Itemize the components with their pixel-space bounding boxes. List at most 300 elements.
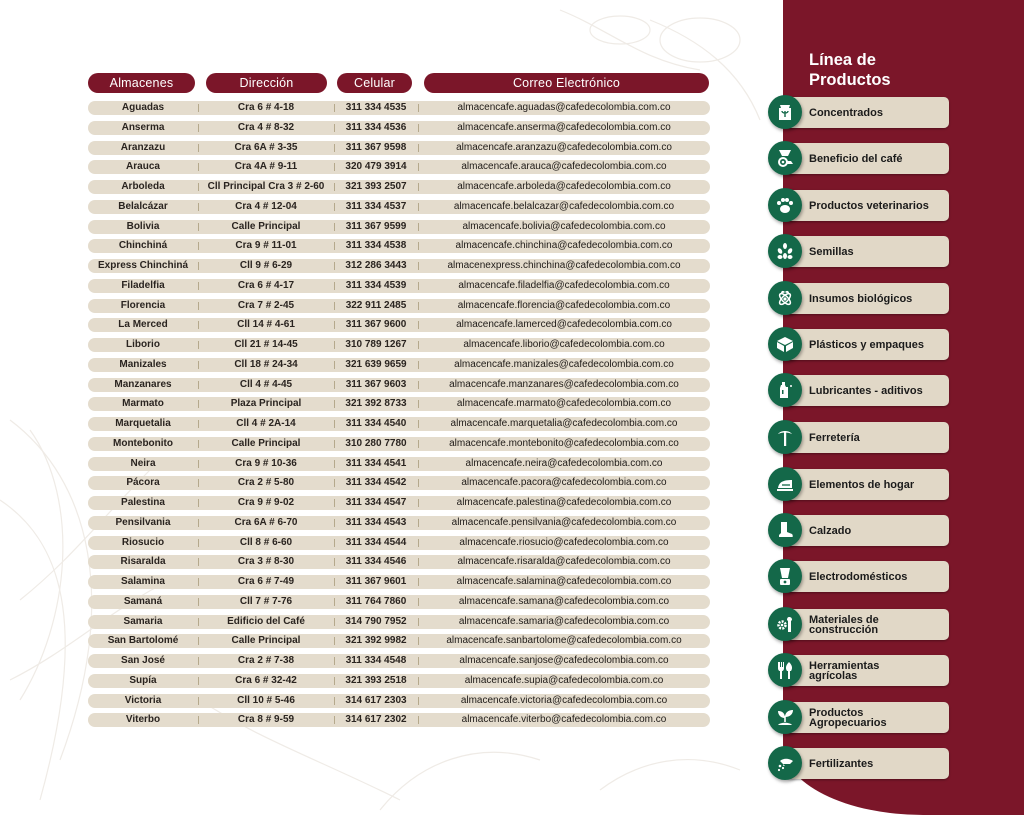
cell-celular: 321 392 8733 — [345, 398, 407, 410]
cell-direccion: Cra 2 # 5-80 — [237, 477, 295, 489]
column-divider — [418, 321, 419, 329]
cell-direccion: Cra 9 # 11-01 — [235, 240, 297, 252]
cell-correo[interactable]: almacencafe.samaria@cafedecolombia.com.co — [458, 615, 670, 627]
cell-correo[interactable]: almacencafe.neira@cafedecolombia.com.co — [465, 457, 663, 469]
column-divider — [418, 381, 419, 389]
cell-correo[interactable]: almacencafe.manzanares@cafedecolombia.com.co — [449, 378, 679, 390]
cell-celular: 311 334 4539 — [345, 279, 407, 291]
column-divider — [334, 104, 335, 112]
product-label: Plásticos y empaques — [809, 338, 924, 351]
cell-celular: 311 334 4540 — [345, 418, 407, 429]
table-row — [88, 101, 710, 115]
cell-celular: 311 334 4548 — [345, 655, 407, 666]
table-row — [88, 674, 710, 688]
column-divider — [418, 420, 419, 428]
product-item-2[interactable] — [768, 143, 950, 175]
cell-almacen: Risaralda — [120, 556, 166, 568]
cell-celular: 322 911 2485 — [345, 299, 407, 311]
cell-celular: 311 334 4535 — [345, 102, 407, 113]
column-divider — [418, 697, 419, 705]
cell-celular: 321 393 2518 — [345, 674, 407, 686]
cell-celular: 311 334 4544 — [345, 536, 407, 548]
table-row — [88, 496, 710, 510]
cell-celular: 311 334 4542 — [345, 477, 407, 489]
column-divider — [198, 598, 199, 606]
product-label: Calzado — [809, 524, 852, 537]
cell-celular: 311 334 4541 — [345, 457, 407, 469]
cell-celular: 311 367 9598 — [345, 141, 407, 153]
column-divider — [418, 440, 419, 448]
column-divider — [198, 203, 199, 211]
table-row — [88, 397, 710, 411]
product-item-3[interactable] — [768, 190, 950, 222]
cell-celular: 314 617 2302 — [345, 714, 407, 726]
cell-direccion: Cra 3 # 8-30 — [237, 556, 295, 568]
cell-celular: 320 479 3914 — [345, 161, 407, 173]
column-divider — [198, 499, 199, 507]
table-row — [88, 121, 710, 135]
cell-direccion: Cra 6 # 7-49 — [237, 576, 295, 587]
header-almacenes: Almacenes — [88, 73, 195, 93]
table-row — [88, 299, 710, 313]
table-row — [88, 694, 710, 708]
column-divider — [334, 479, 335, 487]
cell-direccion: Cra 9 # 10-36 — [235, 457, 297, 469]
column-divider — [418, 519, 419, 527]
table-body — [88, 101, 710, 733]
header-direccion: Dirección — [206, 73, 327, 93]
column-divider — [334, 539, 335, 547]
cell-almacen: Arboleda — [121, 181, 165, 192]
cell-almacen: Bolivia — [126, 220, 160, 232]
cell-almacen: Samaria — [123, 615, 163, 627]
cell-correo[interactable]: almacencafe.anserma@cafedecolombia.com.co — [457, 121, 671, 133]
product-item-10[interactable] — [768, 515, 950, 547]
column-divider — [334, 677, 335, 685]
product-line-title — [809, 50, 949, 90]
table-row — [88, 141, 710, 155]
column-divider — [418, 282, 419, 290]
column-divider — [198, 282, 199, 290]
cell-celular: 311 367 9603 — [345, 378, 407, 390]
cell-almacen: Neira — [130, 457, 156, 469]
column-divider — [334, 618, 335, 626]
column-divider — [334, 321, 335, 329]
column-divider — [334, 657, 335, 665]
cell-correo[interactable]: almacencafe.lamerced@cafedecolombia.com.co — [456, 319, 672, 331]
cell-correo[interactable]: almacencafe.supia@cafedecolombia.com.co — [464, 674, 664, 686]
table-row — [88, 180, 710, 194]
table-row — [88, 279, 710, 293]
cell-direccion: Cll 21 # 14-45 — [234, 339, 298, 350]
table-row — [88, 318, 710, 332]
table-row — [88, 713, 710, 727]
cell-correo[interactable]: almacencafe.bolivia@cafedecolombia.com.co — [462, 220, 666, 232]
column-divider — [334, 598, 335, 606]
column-divider — [334, 420, 335, 428]
column-divider — [198, 104, 199, 112]
product-label: Beneficio del café — [809, 152, 903, 165]
column-divider — [418, 163, 419, 171]
column-divider — [334, 282, 335, 290]
boot-icon — [768, 513, 802, 547]
column-divider — [198, 677, 199, 685]
cell-correo[interactable]: almacencafe.marquetalia@cafedecolombia.com.co — [450, 418, 678, 429]
table-row — [88, 457, 710, 471]
column-divider — [334, 361, 335, 369]
column-divider — [198, 420, 199, 428]
cell-almacen: Salamina — [121, 576, 165, 587]
product-item-4[interactable] — [768, 236, 950, 268]
column-divider — [418, 183, 419, 191]
pickaxe-icon — [768, 420, 802, 454]
cell-direccion: Cra 6A # 6-70 — [234, 516, 298, 528]
cell-almacen: Samaná — [123, 595, 163, 607]
column-divider — [334, 578, 335, 586]
table-row — [88, 615, 710, 629]
column-divider — [418, 400, 419, 408]
cell-correo[interactable]: almacencafe.aranzazu@cafedecolombia.com.co — [456, 141, 672, 153]
cell-correo[interactable]: almacencafe.marmato@cafedecolombia.com.co — [456, 398, 672, 410]
column-divider — [334, 242, 335, 250]
column-divider — [418, 262, 419, 270]
column-divider — [418, 539, 419, 547]
cell-almacen: Florencia — [120, 299, 166, 311]
cell-almacen: Anserma — [121, 121, 165, 133]
column-divider — [198, 302, 199, 310]
cell-direccion: Calle Principal — [231, 220, 301, 232]
cell-almacen: La Merced — [118, 319, 168, 331]
product-label: Lubricantes - aditivos — [809, 384, 923, 397]
cell-correo[interactable]: almacencafe.chinchina@cafedecolombia.com.co — [455, 240, 673, 252]
cell-direccion: Cra 6A # 3-35 — [234, 141, 298, 153]
product-item-9[interactable] — [768, 469, 950, 501]
cell-celular: 311 334 4543 — [345, 516, 407, 528]
cell-direccion: Cra 4 # 8-32 — [237, 121, 295, 133]
column-divider — [198, 144, 199, 152]
table-row — [88, 555, 710, 569]
table-row — [88, 160, 710, 174]
column-divider — [418, 657, 419, 665]
column-divider — [198, 479, 199, 487]
column-divider — [198, 519, 199, 527]
table-row — [88, 358, 710, 372]
seeds-icon — [768, 234, 802, 268]
cell-direccion: Cll 9 # 6-29 — [239, 260, 293, 271]
column-divider — [334, 223, 335, 231]
column-divider — [334, 183, 335, 191]
cell-correo[interactable]: almacencafe.palestina@cafedecolombia.com.co — [456, 497, 672, 508]
cell-correo[interactable]: almacencafe.sanbartolome@cafedecolombia.com.co — [446, 635, 682, 647]
cell-almacen: Viterbo — [125, 714, 161, 726]
product-item-5[interactable] — [768, 283, 950, 315]
cell-almacen: Manizales — [119, 358, 167, 370]
column-divider — [418, 302, 419, 310]
garden-tools-icon — [768, 653, 802, 687]
cell-direccion: Calle Principal — [231, 635, 301, 647]
column-divider — [418, 460, 419, 468]
coffee-mill-icon — [768, 141, 802, 175]
table-row — [88, 220, 710, 234]
cell-almacen: Palestina — [121, 497, 165, 508]
column-divider — [334, 519, 335, 527]
table-row — [88, 536, 710, 550]
cell-direccion: Cra 6 # 32-42 — [235, 674, 297, 686]
cell-celular: 311 334 4538 — [345, 240, 407, 252]
cell-celular: 321 639 9659 — [345, 358, 407, 370]
column-divider — [198, 716, 199, 724]
column-divider — [334, 499, 335, 507]
cell-correo[interactable]: almacencafe.florencia@cafedecolombia.com.co — [457, 299, 671, 311]
cell-correo[interactable]: almacencafe.salamina@cafedecolombia.com.co — [456, 576, 672, 587]
cell-almacen: Pácora — [126, 477, 160, 489]
column-divider — [418, 637, 419, 645]
product-label: Semillas — [809, 245, 854, 258]
table-row — [88, 654, 710, 668]
table-row — [88, 239, 710, 253]
column-divider — [418, 223, 419, 231]
title-line-2: Productos — [809, 71, 891, 89]
product-label: Productos Agropecuarios — [809, 706, 887, 729]
cell-correo[interactable]: almacencafe.aguadas@cafedecolombia.com.co — [457, 102, 671, 113]
column-divider — [418, 677, 419, 685]
cell-direccion: Cra 9 # 9-02 — [237, 497, 295, 508]
column-divider — [334, 637, 335, 645]
cell-celular: 311 367 9600 — [345, 319, 407, 331]
cell-celular: 311 334 4537 — [345, 200, 407, 212]
column-divider — [198, 124, 199, 132]
column-divider — [198, 381, 199, 389]
cell-almacen: Liborio — [126, 339, 160, 350]
cell-correo[interactable]: almacencafe.risaralda@cafedecolombia.com.co — [457, 556, 671, 568]
cell-direccion: Cll Principal Cra 3 # 2-60 — [207, 181, 325, 192]
blender-icon — [768, 559, 802, 593]
column-divider — [198, 440, 199, 448]
column-divider — [418, 499, 419, 507]
column-divider — [198, 558, 199, 566]
column-divider — [334, 440, 335, 448]
cell-direccion: Cra 2 # 7-38 — [237, 655, 295, 666]
cell-almacen: Express Chinchiná — [97, 260, 189, 271]
table-row — [88, 200, 710, 214]
cell-celular: 311 334 4547 — [345, 497, 407, 508]
column-divider — [418, 144, 419, 152]
oil-can-icon — [768, 373, 802, 407]
product-item-1[interactable] — [768, 97, 950, 129]
product-item-6[interactable] — [768, 329, 950, 361]
cell-celular: 321 392 9982 — [345, 635, 407, 647]
cell-direccion: Cra 8 # 9-59 — [237, 714, 295, 726]
product-label: Materiales de construcción — [809, 613, 879, 636]
cell-direccion: Plaza Principal — [230, 398, 302, 410]
paw-icon — [768, 188, 802, 222]
cell-celular: 310 789 1267 — [345, 339, 407, 350]
product-item-12[interactable] — [768, 609, 950, 641]
cell-correo[interactable]: almacencafe.pensilvania@cafedecolombia.com.co — [451, 516, 677, 528]
column-divider — [198, 321, 199, 329]
cell-direccion: Cll 18 # 24-34 — [234, 358, 298, 370]
cell-direccion: Cll 8 # 6-60 — [239, 536, 293, 548]
cell-celular: 314 790 7952 — [345, 615, 407, 627]
cell-direccion: Cra 7 # 2-45 — [237, 299, 295, 311]
cell-celular: 321 393 2507 — [345, 181, 407, 192]
cell-correo[interactable]: almacencafe.samana@cafedecolombia.com.co — [458, 595, 670, 607]
column-divider — [198, 400, 199, 408]
cell-direccion: Cll 4 # 4-45 — [239, 378, 293, 390]
cell-direccion: Cll 10 # 5-46 — [237, 694, 295, 706]
sprout-icon — [768, 700, 802, 734]
column-divider — [418, 124, 419, 132]
column-divider — [334, 124, 335, 132]
cell-direccion: Cll 4 # 2A-14 — [236, 418, 296, 429]
column-divider — [198, 242, 199, 250]
column-divider — [418, 203, 419, 211]
product-item-15[interactable] — [768, 748, 950, 780]
table-row — [88, 338, 710, 352]
bio-icon — [768, 281, 802, 315]
cell-celular: 312 286 3443 — [345, 260, 407, 271]
cell-almacen: Supía — [129, 674, 157, 686]
column-divider — [198, 637, 199, 645]
column-divider — [334, 203, 335, 211]
table-row — [88, 476, 710, 490]
column-divider — [334, 341, 335, 349]
gear-wrench-icon — [768, 607, 802, 641]
column-divider — [418, 361, 419, 369]
column-divider — [198, 223, 199, 231]
cell-almacen: San Bartolomé — [107, 635, 179, 647]
cell-direccion: Calle Principal — [231, 437, 301, 449]
title-line-1: Línea de — [809, 51, 876, 69]
column-divider — [334, 262, 335, 270]
cell-almacen: Filadelfia — [121, 279, 165, 291]
column-divider — [418, 558, 419, 566]
product-label: Herramientas agrícolas — [809, 659, 880, 682]
cell-celular: 314 617 2303 — [345, 694, 407, 706]
column-divider — [418, 716, 419, 724]
cell-direccion: Cll 14 # 4-61 — [237, 319, 295, 331]
product-label: Insumos biológicos — [809, 292, 913, 305]
cell-correo[interactable]: almacencafe.belalcazar@cafedecolombia.com.co — [453, 200, 675, 212]
cell-almacen: Chinchiná — [118, 240, 168, 252]
column-divider — [334, 460, 335, 468]
column-divider — [418, 242, 419, 250]
cell-almacen: Aranzazu — [120, 141, 166, 153]
column-divider — [198, 341, 199, 349]
column-divider — [198, 578, 199, 586]
product-label: Elementos de hogar — [809, 478, 915, 491]
column-divider — [334, 400, 335, 408]
column-divider — [418, 598, 419, 606]
header-celular: Celular — [337, 73, 412, 93]
cell-almacen: Riosucio — [121, 536, 165, 548]
product-item-11[interactable] — [768, 561, 950, 593]
cell-correo[interactable]: almacencafe.sanjose@cafedecolombia.com.co — [459, 655, 669, 666]
column-divider — [198, 262, 199, 270]
table-row — [88, 259, 710, 273]
column-divider — [198, 539, 199, 547]
cell-correo[interactable]: almacencafe.liborio@cafedecolombia.com.co — [463, 339, 665, 350]
box-icon — [768, 327, 802, 361]
cell-correo[interactable]: almacencafe.pacora@cafedecolombia.com.co — [461, 477, 667, 489]
column-divider — [334, 163, 335, 171]
cell-celular: 311 334 4546 — [345, 556, 407, 568]
column-divider — [334, 302, 335, 310]
product-label: Electrodomésticos — [809, 570, 908, 583]
column-divider — [418, 578, 419, 586]
table-header — [88, 73, 710, 93]
cell-correo[interactable]: almacencafe.manizales@cafedecolombia.com.co — [454, 358, 674, 370]
header-correo: Correo Electrónico — [424, 73, 709, 93]
table-row — [88, 595, 710, 609]
cell-almacen: Belalcázar — [118, 200, 168, 212]
column-divider — [198, 163, 199, 171]
product-item-14[interactable] — [768, 702, 950, 734]
cell-direccion: Cra 6 # 4-18 — [237, 102, 295, 113]
cell-correo[interactable]: almacencafe.filadelfia@cafedecolombia.com.co — [458, 279, 670, 291]
cell-celular: 310 280 7780 — [345, 437, 407, 449]
column-divider — [334, 716, 335, 724]
cell-celular: 311 367 9599 — [345, 220, 407, 232]
column-divider — [418, 341, 419, 349]
table-row — [88, 417, 710, 431]
product-item-13[interactable] — [768, 655, 950, 687]
cell-correo[interactable]: almacencafe.victoria@cafedecolombia.com.co — [460, 694, 668, 706]
cell-correo[interactable]: almacencafe.viterbo@cafedecolombia.com.co — [461, 714, 667, 726]
table-row — [88, 437, 710, 451]
cell-correo[interactable]: almacencafe.montebonito@cafedecolombia.com.co — [449, 437, 679, 449]
column-divider — [334, 697, 335, 705]
product-label: Fertilizantes — [809, 757, 874, 770]
column-divider — [198, 361, 199, 369]
table-row — [88, 634, 710, 648]
cell-almacen: Arauca — [126, 161, 160, 173]
cell-almacen: Pensilvania — [115, 516, 171, 528]
cell-correo[interactable]: almacencafe.riosucio@cafedecolombia.com.co — [459, 536, 669, 548]
iron-icon — [768, 467, 802, 501]
cell-almacen: Montebonito — [113, 437, 173, 449]
column-divider — [334, 558, 335, 566]
cell-almacen: Aguadas — [121, 102, 165, 113]
cell-celular: 311 367 9601 — [345, 576, 407, 587]
column-divider — [198, 697, 199, 705]
cell-almacen: San José — [121, 655, 165, 666]
cell-correo[interactable]: almacencafe.arauca@cafedecolombia.com.co — [461, 161, 667, 173]
column-divider — [418, 479, 419, 487]
cell-almacen: Marmato — [122, 398, 164, 410]
feed-bag-icon — [768, 95, 802, 129]
cell-correo[interactable]: almacencafe.arboleda@cafedecolombia.com.co — [457, 181, 671, 192]
product-item-7[interactable] — [768, 375, 950, 407]
column-divider — [334, 381, 335, 389]
column-divider — [334, 144, 335, 152]
column-divider — [418, 104, 419, 112]
column-divider — [198, 618, 199, 626]
table-row — [88, 378, 710, 392]
product-label: Concentrados — [809, 106, 883, 119]
cell-direccion: Cll 7 # 7-76 — [239, 595, 293, 607]
hand-seeds-icon — [768, 746, 802, 780]
almacenes-table — [88, 73, 710, 726]
cell-direccion: Edificio del Café — [227, 615, 305, 627]
cell-direccion: Cra 4 # 12-04 — [235, 200, 297, 212]
cell-direccion: Cra 6 # 4-17 — [237, 279, 295, 291]
product-item-8[interactable] — [768, 422, 950, 454]
product-label: Productos veterinarios — [809, 199, 929, 212]
cell-correo[interactable]: almacenexpress.chinchina@cafedecolombia.com.co — [447, 260, 681, 271]
column-divider — [198, 183, 199, 191]
product-label: Ferretería — [809, 431, 860, 444]
